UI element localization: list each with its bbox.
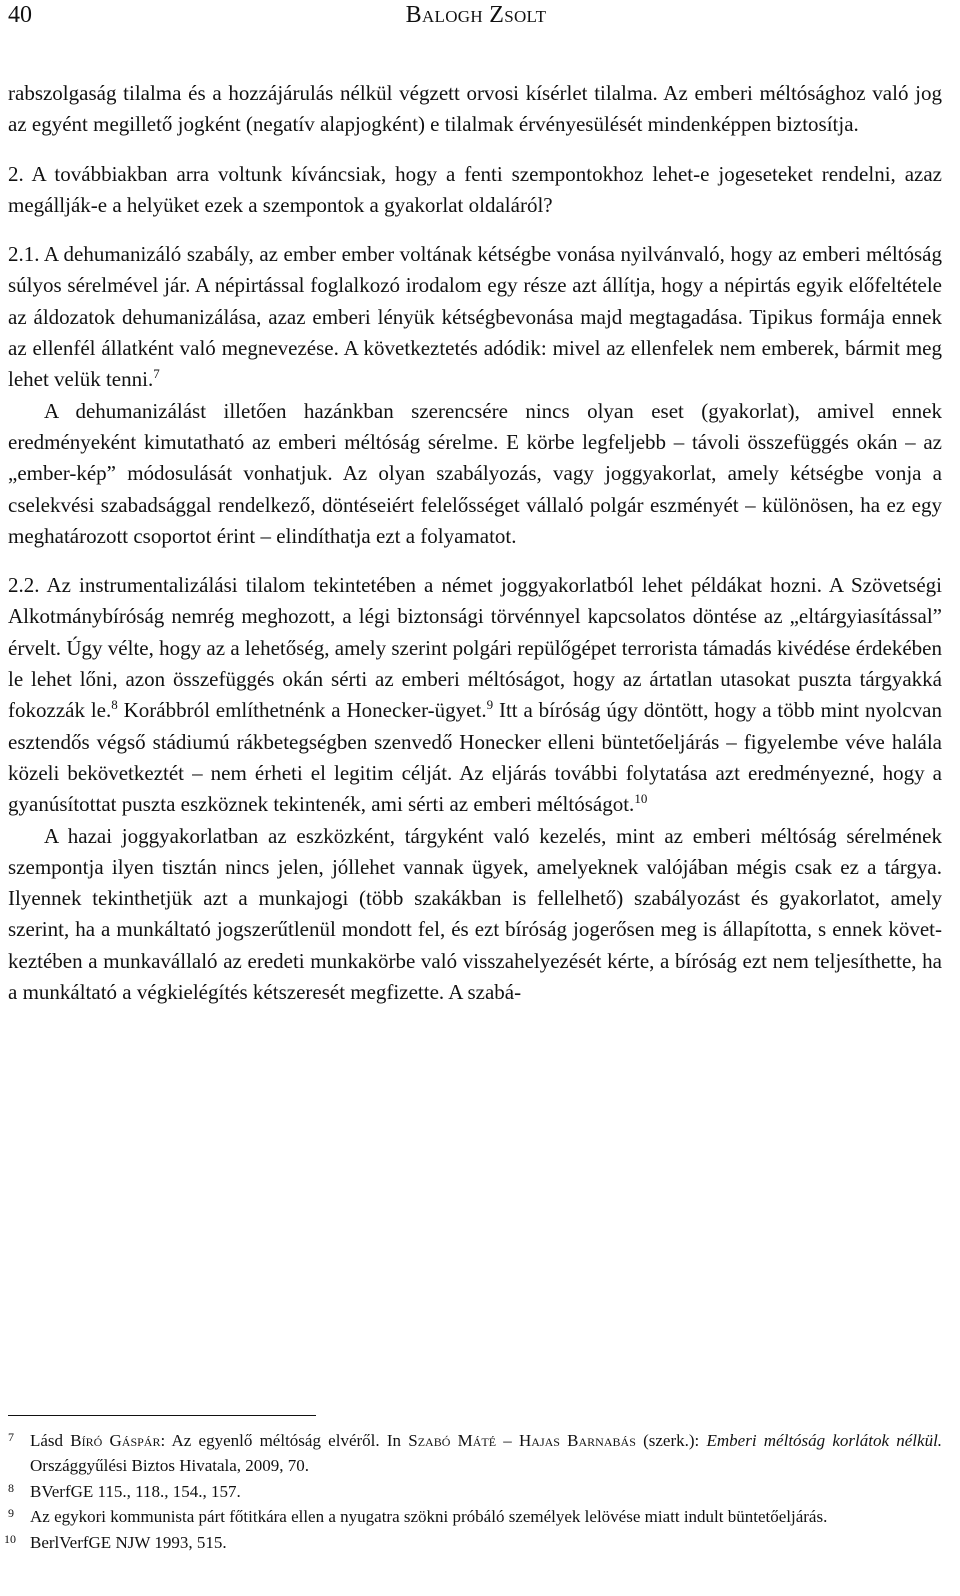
paragraph-5: [8, 570, 942, 820]
footnote-ref-10[interactable]: 10: [634, 791, 648, 807]
footnote-number: 7: [8, 1430, 14, 1444]
paragraph-3: [8, 239, 942, 395]
footnote-number: 8: [8, 1480, 14, 1495]
paragraph-5-text-c: Itt a bíróság úgy döntött, hogy a több mint nyolcvan esztendős végső stádiumú rákbetegségben szenvedő Honecker elleni büntetőeljárás – figyelembe véve halála közeli bekövetkeztét – nem érheti el legitim célját. Az eljárás további folytatása azt eredményezné, hogy a gyanúsítottat puszta eszköznek tekintenék, ami sérti az emberi méltóságot.: [8, 698, 942, 817]
author-name: Bíró Gáspár: [70, 1431, 161, 1450]
footnote-text: : Az egyenlő méltóság elvéről. In: [160, 1431, 409, 1450]
main-text: [8, 78, 942, 1008]
paragraph-5-text-b: Korábbról említhetnénk a Honecker-ügyet.: [117, 698, 487, 723]
footnote-text: BerlVerfGE NJW 1993, 515.: [30, 1532, 227, 1552]
footnote-ref-8[interactable]: 8: [111, 697, 118, 713]
footnote-text: Lásd: [30, 1431, 71, 1450]
paragraph-1: rabszolgaság tilalma és a hozzájárulás nélkül végzett orvosi kísérlet tilalma. Az emberi méltósághoz való jog az egyént megillető jogként (negatív alapjogként) e tilalmak érvényesülését mindenképpen biztosítja.: [8, 81, 942, 137]
paragraph-3-text: 2.1. A dehumanizáló szabály, az ember ember voltának kétségbe vonása nyilvánvaló, hogy az emberi méltóság súlyos sérelmével jár. A népirtással foglalkozó irodalom egy része azt állítja, hogy a népirtás egyik előfeltétele az áldozatok dehumanizálása, azaz emberi lényük kétségbevonása majd megtagadása. Tipikus formája ennek az ellenfél állatként való megnevezése. A következtetés adódik: mivel az ellenfelek nem emberek, bármit meg lehet velük tenni.: [8, 242, 942, 392]
footnote-10: [4, 1530, 942, 1555]
paragraph-6: A hazai joggyakorlatban az eszközként, tárgyként való kezelés, mint az emberi méltóság sérelmének szempontja ilyen tisztán nincs jelen, jóllehet vannak ügyek, amelyeknek valójában mégis csak ez a tárgya. Ilyennek tekinthetjük azt a munkajogi (több szakákban is fellelhető) szabályozást és gyakorlatot, amely szerint, ha a munkáltató jogszerűtlenül mondott fel, és ezt bíróság jogerősen meg is állapította, s ennek következtében a munkavállaló az eredeti munkakörbe való visszahelyezését kérte, a bíróság ezt nem teljesíthette, ha a munkáltató a végkielégítés kétszeresét megfizette. A szabá-: [8, 823, 942, 1005]
footnote-text: Országgyűlési Biztos Hivatala, 2009, 70.: [30, 1456, 310, 1476]
footnote-number: 9: [8, 1506, 14, 1521]
paragraph-4: A dehumanizálást illetően hazánkban szerencsére nincs olyan eset (gyakorlat), amivel ennek eredményeként kimutatható az emberi méltóság sérelme. E körbe legfeljebb – távoli összefüggés okán – az „ember-kép” módosulását vonhatjuk. Az olyan szabályozás, vagy joggyakorlat, amely kétségbe vonja a cselekvési szabadsággal rendelkező, döntéseiért felelősséget vállaló polgár eszményét – különösen, ha ez egy meghatározott csoportot érint – elindíthatja ezt a folyamatot.: [8, 398, 942, 548]
footnote-number: 10: [4, 1531, 16, 1546]
footnote-text: Az egykori kommunista párt főtitkára ellen a nyugatra szökni próbáló személyek lelövése miatt indult büntetőeljárás.: [30, 1507, 828, 1527]
page-header: [8, 2, 944, 32]
footnote-7: [8, 1428, 942, 1479]
paragraph-5-text-a: 2.2. Az instrumentalizálási tilalom tekintetében a német joggyakorlatból lehet példákat hozni. A Szövetségi Alkotmánybíróság nemrég meghozott, a légi biztonsági törvénnyel kapcsolatos döntése az „eltárgyiasítással” érvelt. Úgy vélte, hogy az a lehetőség, amely szerint polgári repülőgépet terrorista támadás kivédése érdekében le lehet lőni, azon összefüggés okán sérti az emberi méltóságot, hogy az ártatlan utasokat puszta tárgyakká fokozzák le.: [8, 573, 942, 723]
page-number: 40: [8, 2, 32, 28]
footnote-ref-9[interactable]: 9: [486, 697, 494, 713]
footnote-9: [8, 1504, 942, 1529]
footnotes: [4, 1428, 943, 1555]
footnote-text: BVerfGE 115., 118., 154., 157.: [30, 1481, 241, 1501]
editor-name: Hajas Barnabás: [519, 1431, 636, 1450]
footnote-8: [8, 1479, 942, 1504]
book-title: Emberi méltóság korlátok nélkül.: [706, 1431, 943, 1450]
paragraph-2: 2. A továbbiakban arra voltunk kíváncsiak, hogy a fenti szempontokhoz lehet-e jogeseteket rendelni, azaz megállják-e a helyüket ezek a szempontok a gyakorlat oldaláról?: [8, 161, 942, 217]
editor-name: Szabó Máté: [408, 1431, 497, 1450]
footnote-text: –: [496, 1431, 519, 1450]
footnote-text: (szerk.):: [635, 1431, 707, 1450]
footnote-separator: [8, 1415, 316, 1416]
footnote-ref-7[interactable]: 7: [153, 366, 160, 382]
running-head-author: Balogh Zsolt: [405, 2, 547, 28]
